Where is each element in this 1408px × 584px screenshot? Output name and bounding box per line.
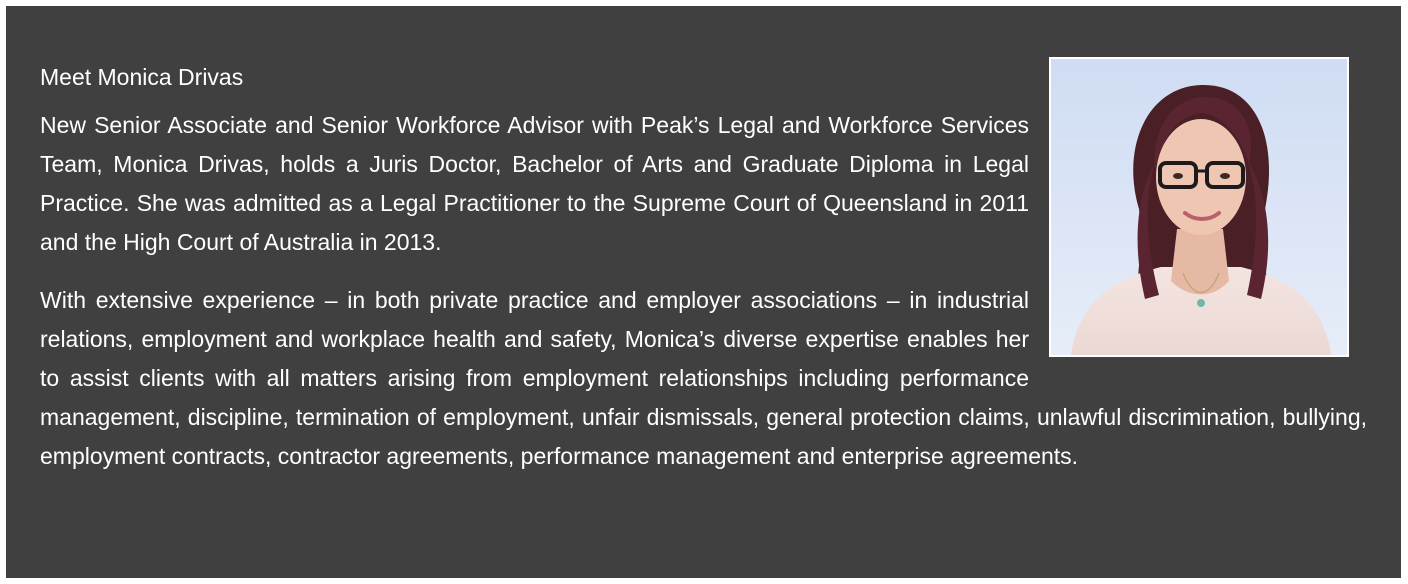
portrait-image <box>1051 59 1347 355</box>
bio-paragraph-1: New Senior Associate and Senior Workforce Advisor with Peak’s Legal and Workforce Services Team, Monica Drivas, holds a Juris Doctor, Bachelor of Arts and Graduate Diploma in Legal Practice. She was admitted as a Legal Practitioner to the Supreme Court of Queensland in 2011 and the High Court of Australia in 2013. <box>40 112 1029 255</box>
profile-photo <box>1049 57 1349 357</box>
profile-title: Meet Monica Drivas <box>40 64 244 90</box>
profile-panel <box>6 6 1401 578</box>
bio-paragraph-2: With extensive experience – in both private practice and employer associations – in industrial relations, employment and workplace health and safety, Monica’s diverse expertise enables her to assist clients with all matters arising from employment relationships including performance management, discipline, termination of employment, unfair dismissals, general protection claims, unlawful discrimination, bullying, employment contracts, contractor agreements, performance management and enterprise agreements. <box>40 287 1367 469</box>
